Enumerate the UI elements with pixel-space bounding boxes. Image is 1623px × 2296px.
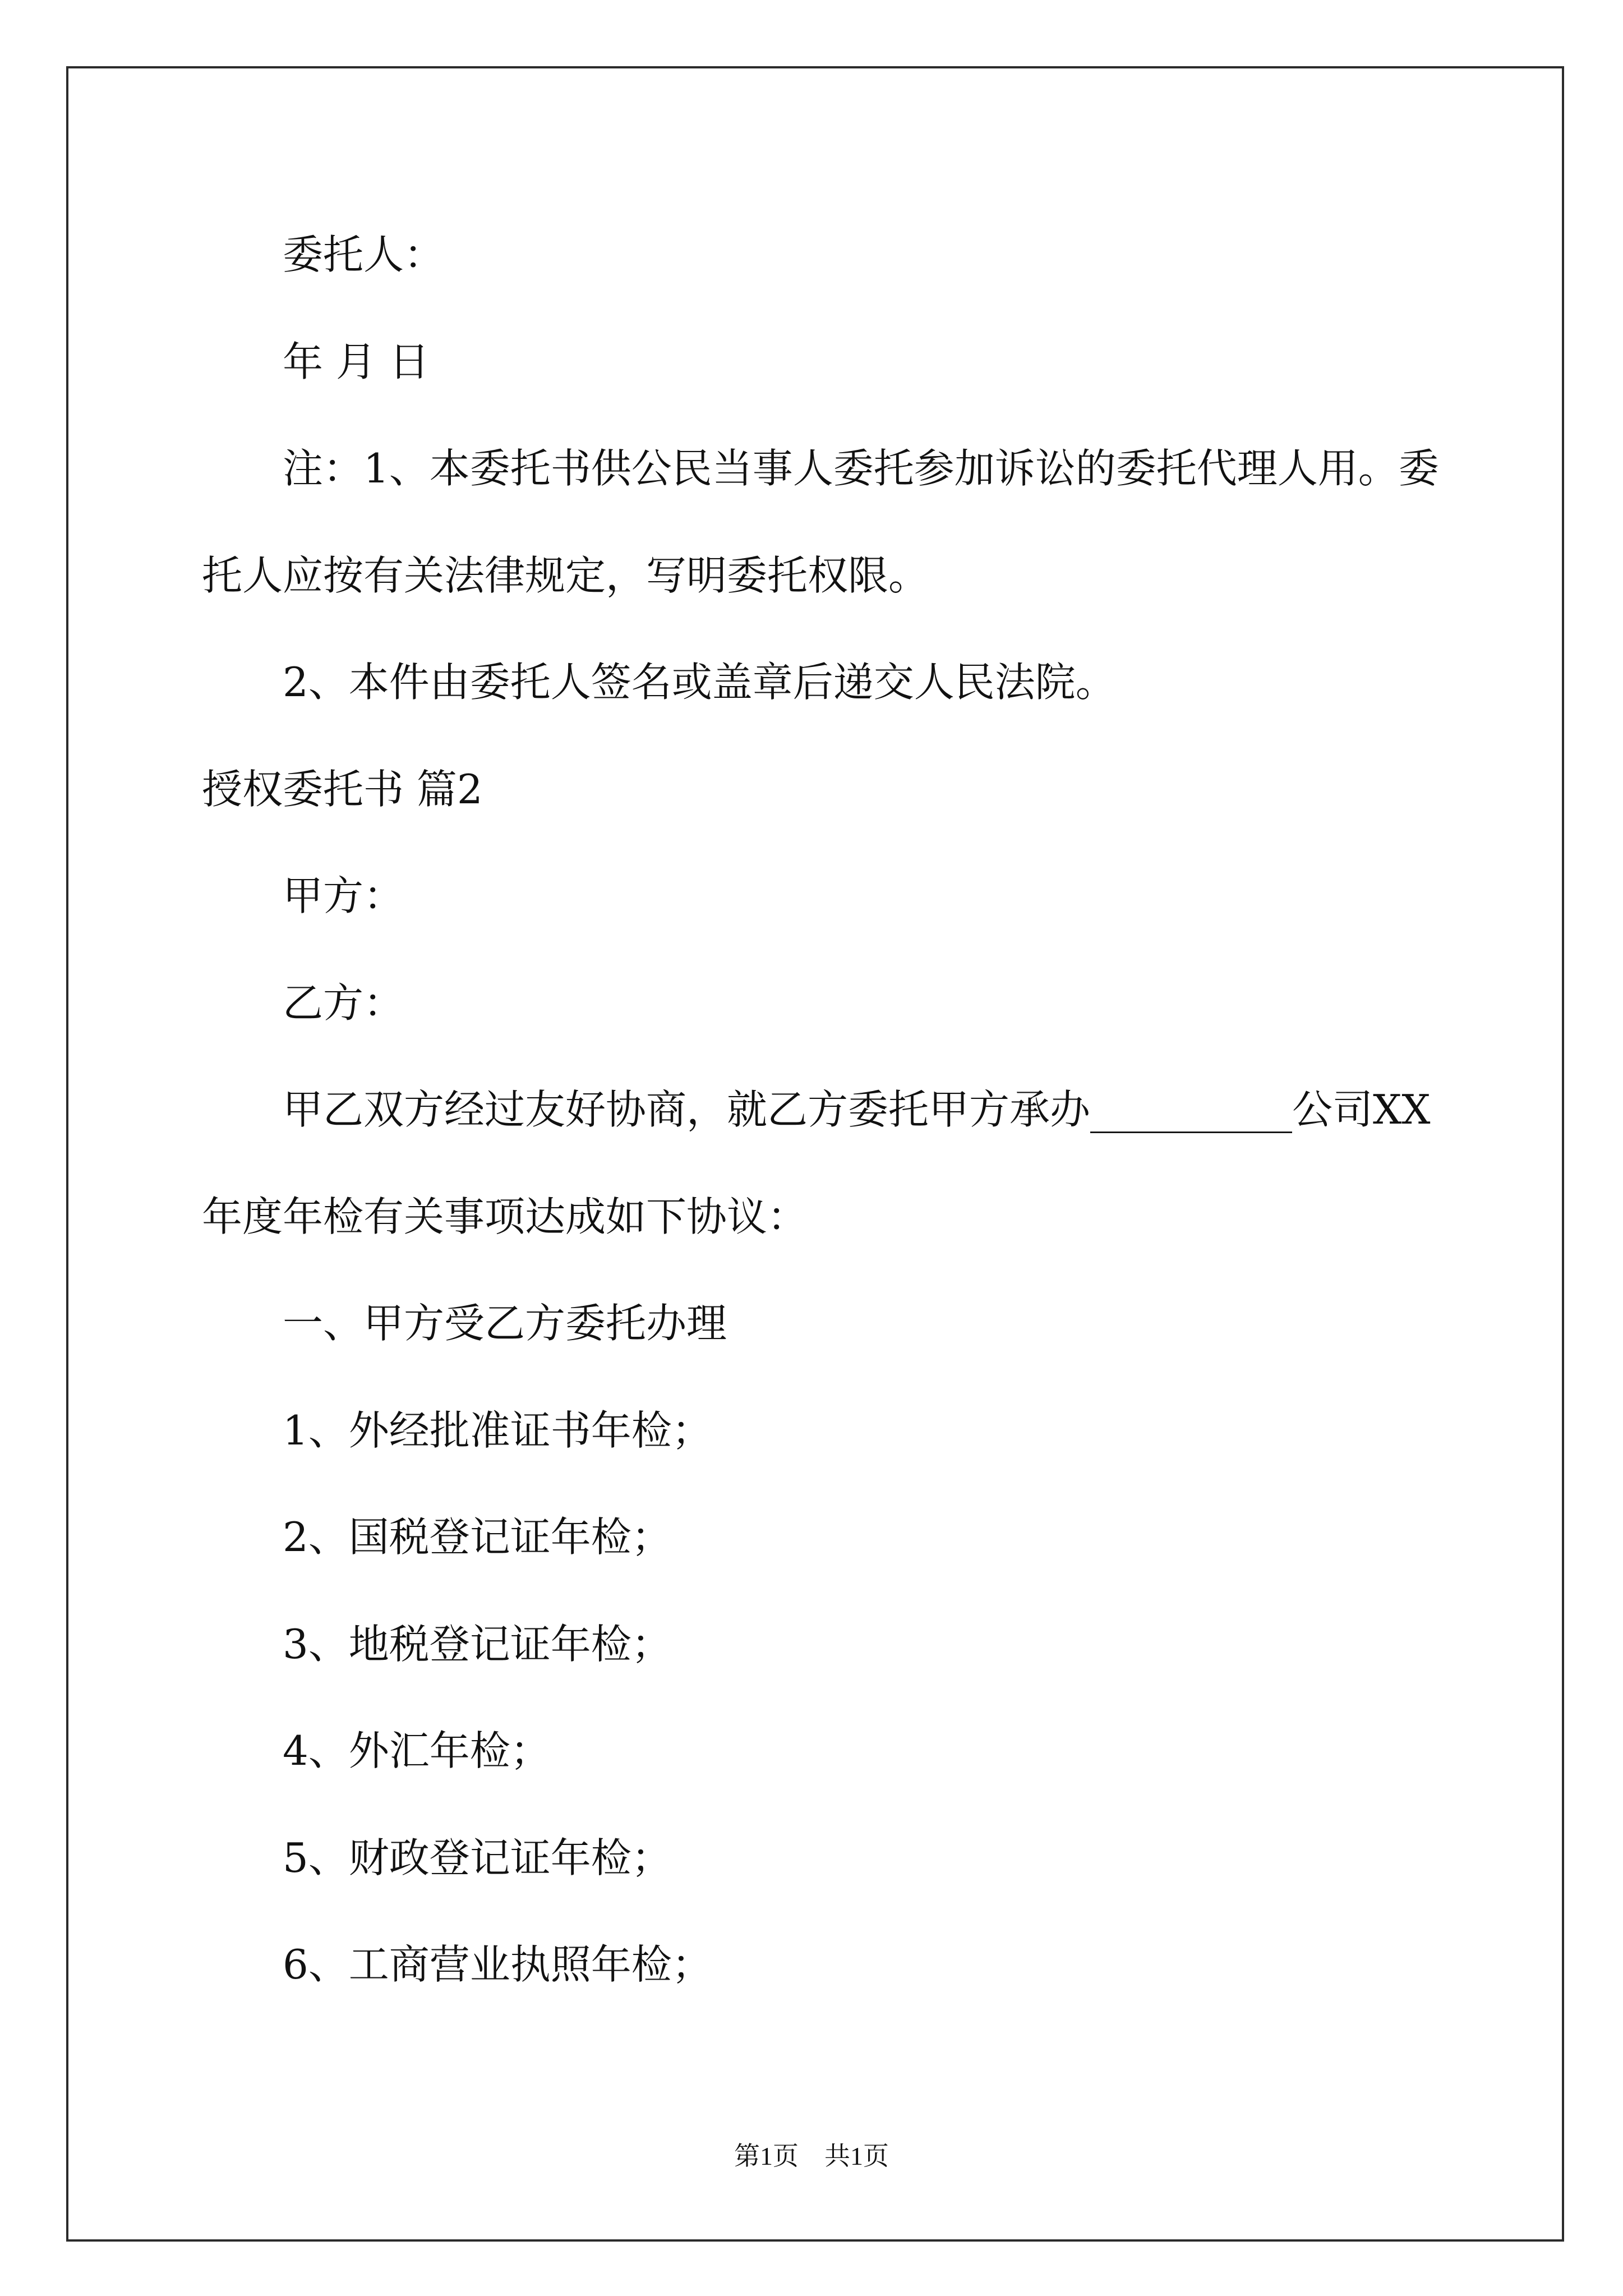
- agreement-intro-line: 年度年检有关事项达成如下协议：: [202, 1193, 808, 1240]
- document-body: [202, 201, 1492, 2018]
- clause-item: 6、工商营业执照年检；: [283, 1941, 712, 1988]
- party-a-label: 甲方：: [283, 872, 404, 919]
- note-1-line: 注：1、本委托书供公民当事人委托参加诉讼的委托代理人用。委: [283, 445, 1439, 492]
- party-b-label: 乙方：: [283, 979, 404, 1027]
- agreement-intro-line: 甲乙双方经过友好协商，就乙方委托甲方承办__________公司XX: [283, 1086, 1431, 1133]
- clause-1-items: [202, 1377, 1492, 2018]
- clause-item: 1、外经批准证书年检；: [283, 1406, 712, 1454]
- note-1: [202, 415, 1492, 629]
- clause-item: 4、外汇年检；: [283, 1727, 551, 1774]
- clause-item: 2、国税登记证年检；: [283, 1513, 672, 1561]
- page-total: 共1页: [824, 2142, 889, 2170]
- page-footer: [0, 2141, 1623, 2172]
- principal-label: 委托人：: [283, 231, 445, 278]
- agreement-intro: [202, 1056, 1492, 1270]
- clause-1-title: 一、甲方受乙方委托办理: [283, 1300, 727, 1347]
- page-number: 第1页: [734, 2142, 799, 2170]
- clause-item: 5、财政登记证年检；: [283, 1834, 672, 1881]
- note-1-line: 托人应按有关法律规定，写明委托权限。: [202, 551, 929, 599]
- section-heading: 授权委托书 篇2: [202, 765, 483, 813]
- date-line: 年 月 日: [283, 338, 430, 385]
- clause-item: 3、地税登记证年检；: [283, 1620, 672, 1668]
- note-2: 2、本件由委托人签名或盖章后递交人民法院。: [283, 659, 1116, 706]
